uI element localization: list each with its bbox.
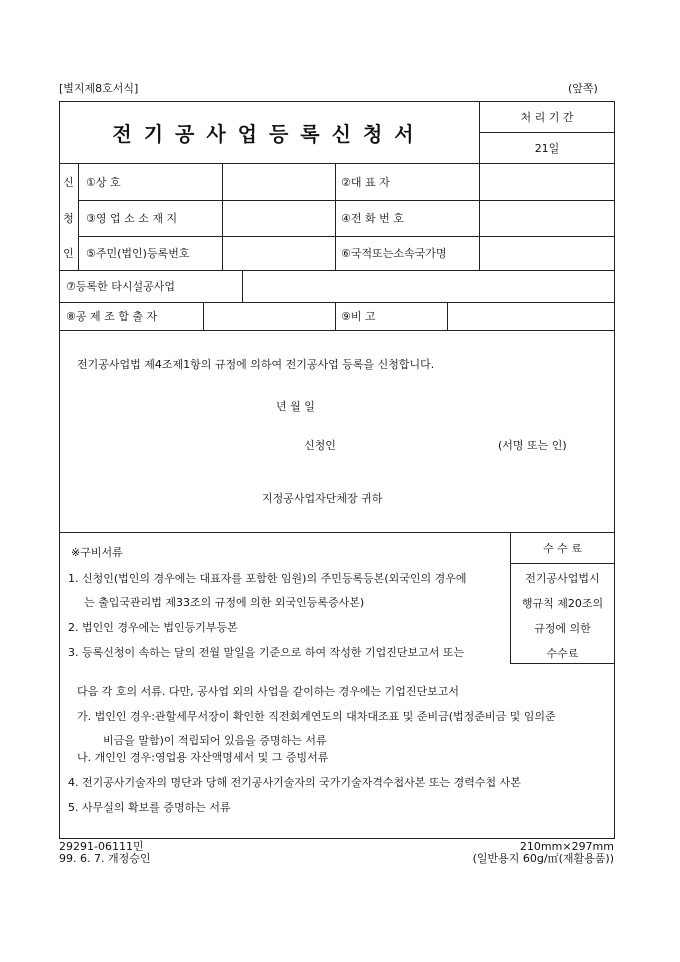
fee-label: 수 수 료 [543, 541, 582, 555]
document-item: 가. 법인인 경우:관할세무서장이 확인한 직전회계연도의 대차대조표 및 준비금(법정준비금 및 임의준 [77, 710, 556, 723]
applicant-label: 인 [63, 247, 74, 260]
applicant-label: 신 [63, 175, 74, 189]
document-item: 다음 각 호의 서류. 다만, 공사업 외의 사업을 같이하는 경우에는 기업진단보고서 [77, 685, 459, 698]
documents-heading: ※구비서류 [71, 546, 123, 559]
approval-date: 99. 6. 7. 개정승인 [59, 852, 151, 865]
paper-size: 210mm×297mm [519, 840, 614, 853]
mutual-aid-label: ⑧공 제 조 합 출 자 [66, 310, 158, 323]
form-title: 전기공사업등록신청서 [112, 121, 426, 146]
addressee: 지정공사업자단체장 귀하 [262, 492, 383, 505]
paper-type: (일반용지 60g/㎡(재활용품)) [472, 852, 614, 865]
signature-label: (서명 또는 인) [498, 439, 567, 452]
processing-period-value: 21일 [534, 141, 560, 155]
fee-text: 행규칙 제20조의 [521, 597, 604, 610]
document-item: 4. 전기공사기술자의 명단과 당해 전기공사기술자의 국가기술자격수첩사본 또는 경력수첩 사본 [68, 776, 521, 789]
other-business-label: ⑦등록한 타시설공사업 [66, 280, 175, 293]
remarks-label: ⑨비 고 [341, 310, 376, 323]
document-item: 1. 신청인(법인의 경우에는 대표자를 포함한 임원)의 주민등록등본(외국인의 경우에 [68, 572, 467, 585]
date-line: 년 월 일 [276, 400, 315, 413]
nationality-label: ⑥국적또는소속국가명 [341, 247, 447, 260]
document-item: 3. 등록신청이 속하는 달의 전월 말일을 기준으로 하여 작성한 기업진단보고서 또는 [68, 646, 465, 659]
fee-text: 규정에 의한 [534, 622, 591, 635]
form-number: [별지제8호서식] [59, 82, 139, 95]
document-item: 나. 개인인 경우:영업용 자산액명세서 및 그 증빙서류 [77, 751, 329, 764]
phone-label: ④전 화 번 호 [341, 212, 404, 225]
form-code: 29291-06111민 [59, 840, 144, 853]
page-side: (앞쪽) [568, 82, 598, 95]
registration-number-label: ⑤주민(법인)등록번호 [86, 247, 190, 260]
document-item: 는 출입국관리법 제33조의 규정에 의한 외국인등록증사본) [84, 596, 365, 609]
application-statement: 전기공사업법 제4조제1항의 규정에 의하여 전기공사업 등록을 신청합니다. [77, 358, 435, 371]
representative-label: ②대 표 자 [341, 175, 390, 189]
applicant-line: 신청인 [304, 439, 336, 452]
applicant-label: 청 [63, 212, 74, 225]
processing-period-label: 처 리 기 간 [520, 110, 574, 124]
office-address-label: ③영 업 소 소 재 지 [86, 212, 178, 225]
document-item: 5. 사무실의 확보를 증명하는 서류 [68, 801, 231, 814]
document-item: 비금을 말함)이 적립되어 있음을 증명하는 서류 [103, 734, 327, 747]
document-item: 2. 법인인 경우에는 법인등기부등본 [68, 621, 238, 634]
trade-name-label: ①상 호 [86, 175, 121, 189]
fee-text: 수수료 [546, 647, 579, 660]
fee-text: 전기공사업법시 [525, 572, 600, 585]
